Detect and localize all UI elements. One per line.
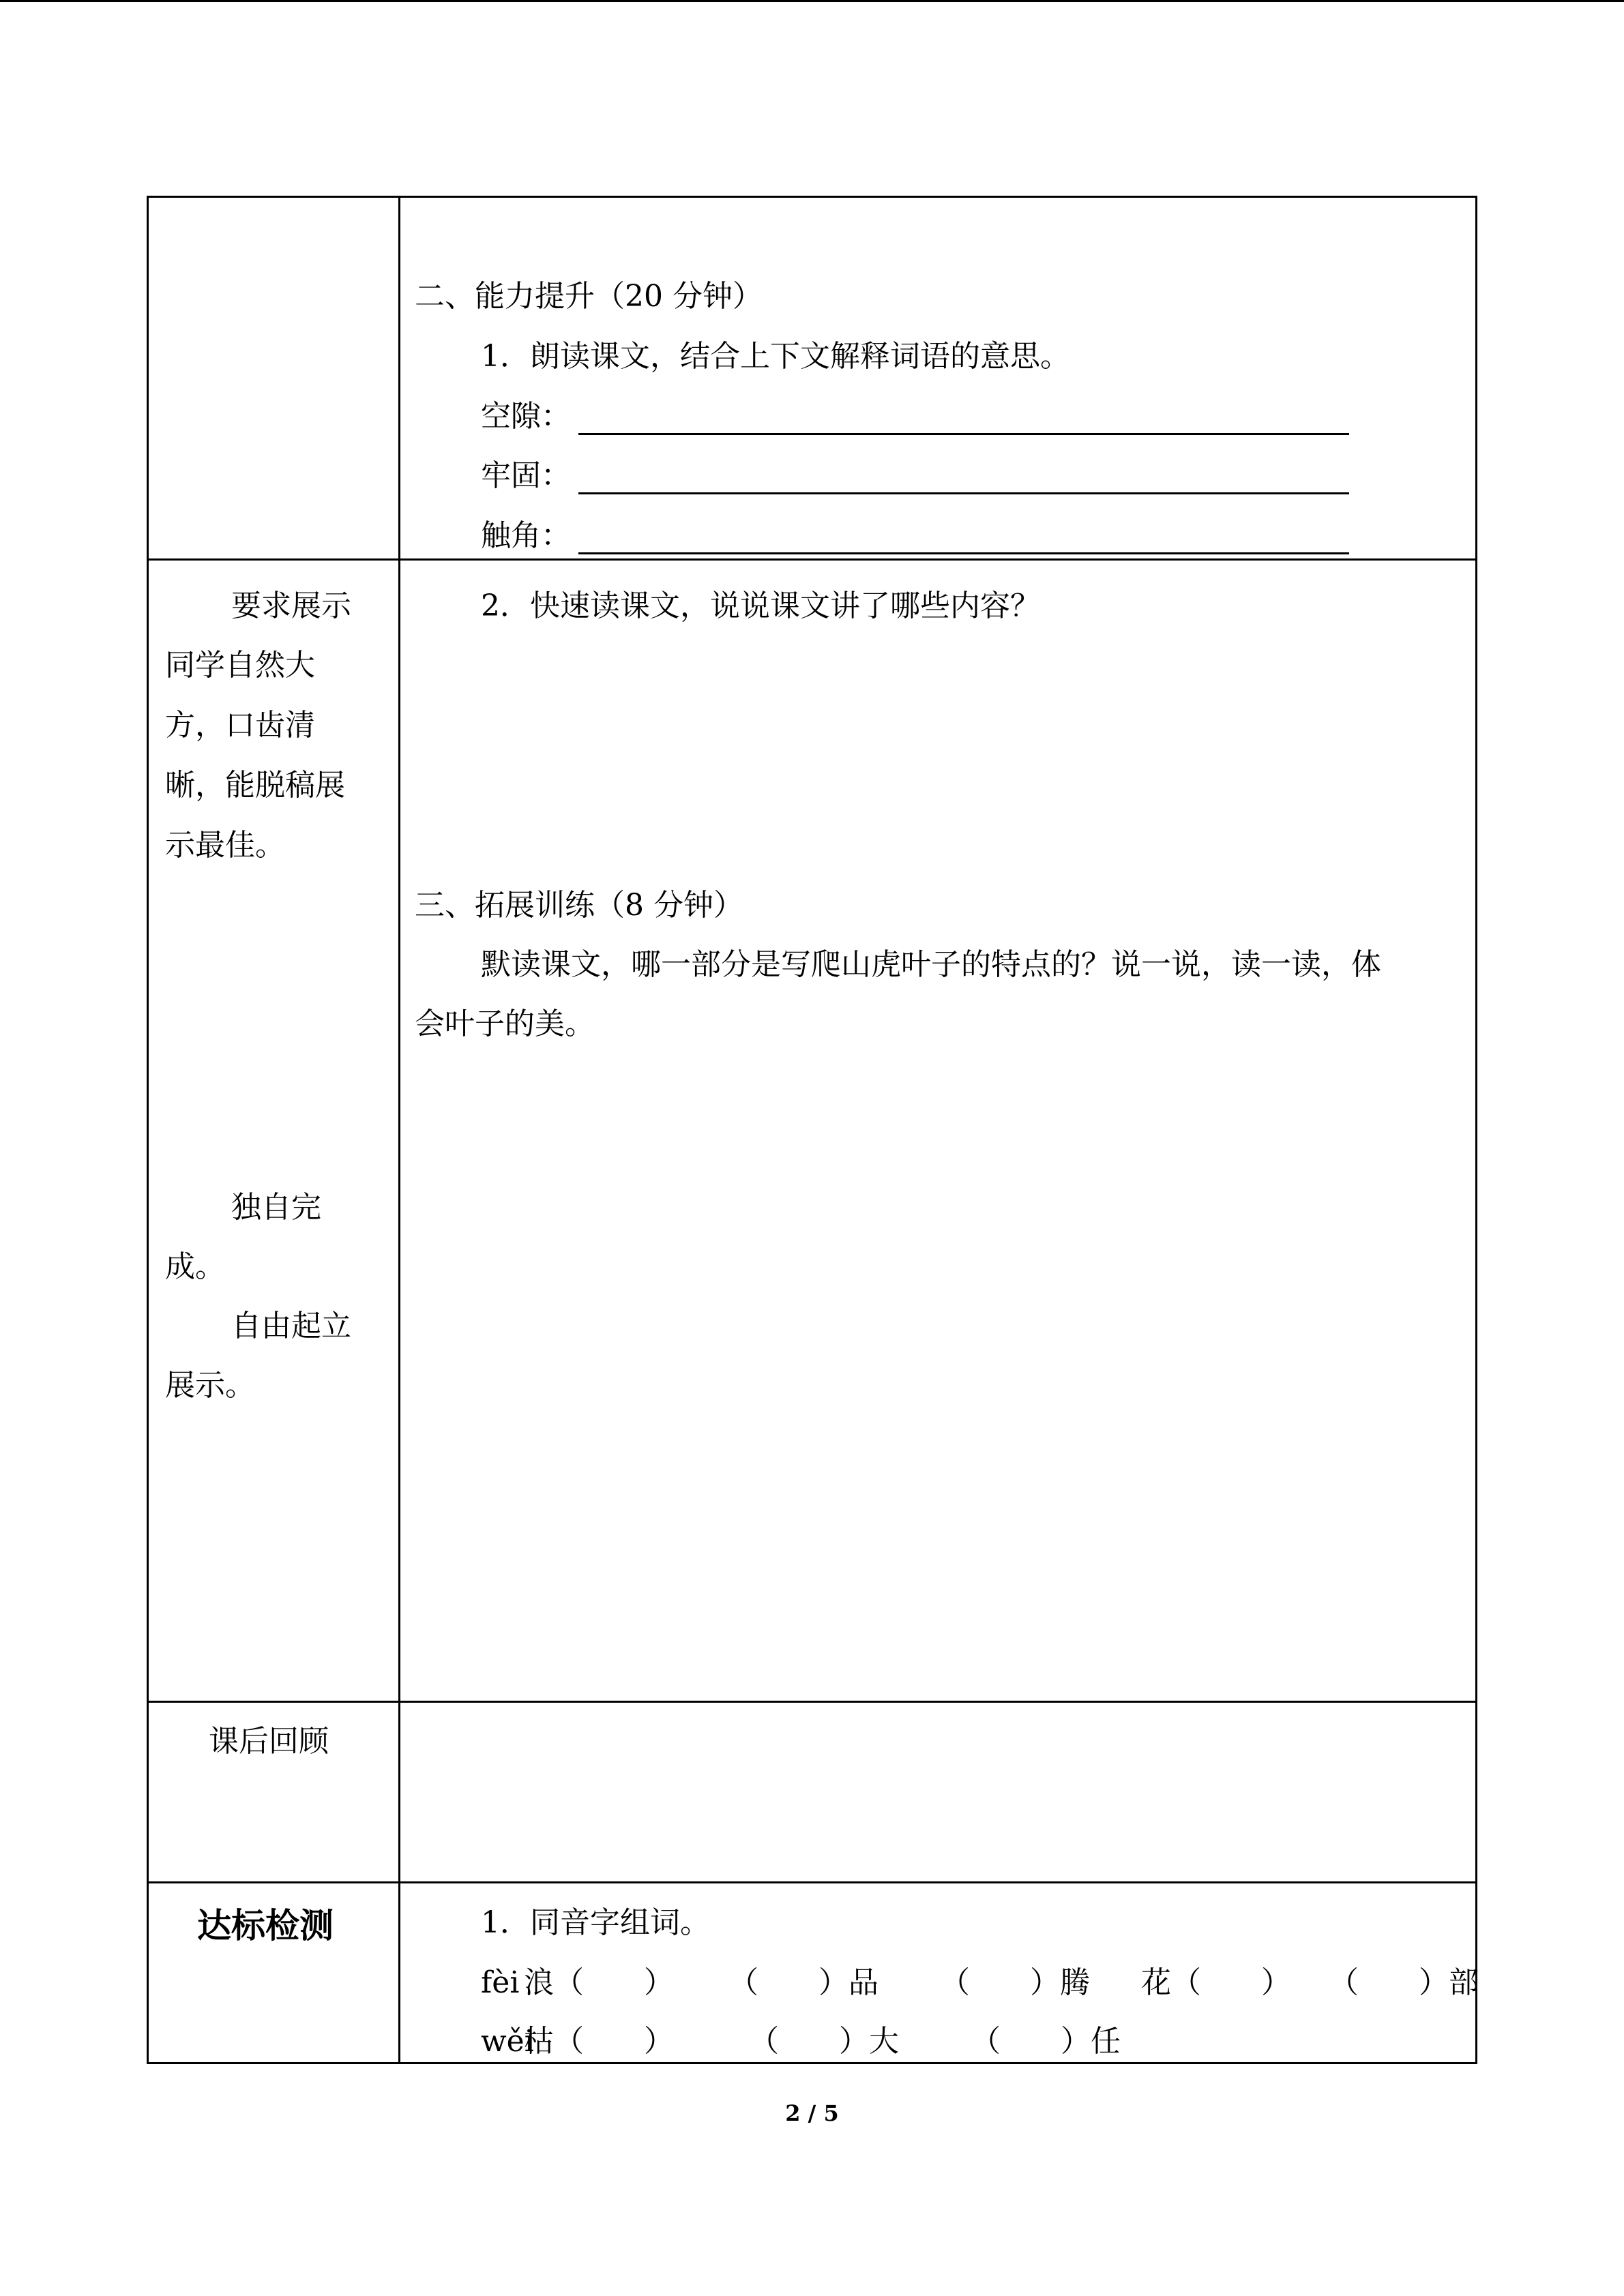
row-divider (149, 1701, 1475, 1703)
check-label: 达标检测 (197, 1906, 334, 1945)
req-line-2: 同学自然大 (165, 648, 315, 683)
fill-blank-item: 枯（ ） (524, 2024, 674, 2059)
section2-q1: 1．朗读课文，结合上下文解释词语的意思。 (481, 339, 1070, 374)
page-number: 2 / 5 (785, 2100, 839, 2126)
indep-line-3: 自由起立 (231, 1309, 351, 1343)
section3-line-2: 会叶子的美。 (415, 1007, 595, 1041)
word-kongxi: 空隙： (481, 399, 571, 434)
row-divider (149, 558, 1475, 561)
review-label: 课后回顾 (209, 1724, 329, 1759)
pinyin-fei: fèi (481, 1965, 520, 2000)
answer-line (578, 433, 1349, 435)
check-q1: 1．同音字组词。 (481, 1905, 710, 1940)
section3-heading: 三、拓展训练（8 分钟） (415, 888, 743, 923)
fill-blank-item: （ ）大 (749, 2024, 899, 2059)
pinyin-wei: wěi (481, 2024, 534, 2059)
lesson-table (147, 196, 1477, 2064)
answer-line (578, 552, 1349, 554)
req-line-3: 方，口齿清 (165, 708, 315, 743)
fill-blank-item: 浪（ ） (524, 1965, 674, 2000)
req-line-5: 示最佳。 (165, 828, 285, 863)
top-border (0, 0, 1624, 2)
indep-line-2: 成。 (165, 1249, 225, 1284)
fill-blank-item: （ ）腾 (940, 1965, 1090, 2000)
indep-line-1: 独自完 (231, 1190, 321, 1225)
column-divider (398, 198, 400, 2062)
fill-blank-item: 花（ ） (1141, 1965, 1291, 2000)
indep-line-4: 展示。 (165, 1368, 255, 1403)
row-divider (149, 1881, 1475, 1883)
fill-blank-item: （ ）任 (971, 2024, 1121, 2059)
answer-line (578, 492, 1349, 494)
section2-heading: 二、能力提升（20 分钟） (415, 279, 763, 314)
req-line-1: 要求展示 (231, 588, 351, 623)
word-laogu: 牢固： (481, 458, 571, 493)
section3-line-1: 默读课文，哪一部分是写爬山虎叶子的特点的？说一说，读一读，体 (481, 947, 1381, 982)
section2-q2: 2．快速读课文，说说课文讲了哪些内容？ (481, 588, 1040, 623)
fill-blank-item: （ ）部 (1329, 1965, 1479, 2000)
req-line-4: 晰，能脱稿展 (165, 768, 345, 803)
word-chujiao: 触角： (481, 518, 571, 553)
fill-blank-item: （ ）品 (728, 1965, 879, 2000)
